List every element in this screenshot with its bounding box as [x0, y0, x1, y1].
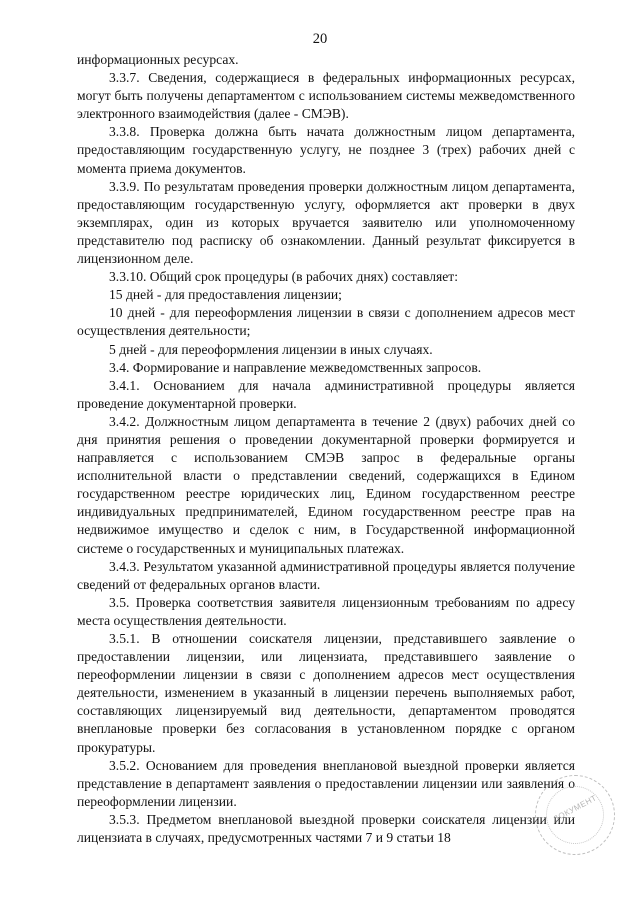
paragraph: 3.5. Проверка соответствия заявителя лицензионным требованиям по адресу места осуществления деятельности. — [77, 594, 575, 628]
paragraph: 3.4. Формирование и направление межведомственных запросов. — [109, 359, 482, 375]
paragraph: 3.5.3. Предметом внеплановой выездной проверки соискателя лицензии или лицензиата в случаях, предусмотренных частями 7 и 9 статьи 18 — [77, 811, 575, 846]
faded-stamp — [535, 775, 615, 855]
paragraph: информационных ресурсах. — [77, 52, 239, 67]
paragraph: 10 дней - для переоформления лицензии в связи с дополнением адресов мест осуществления деятельности; — [77, 305, 575, 339]
paragraph: 3.5.2. Основанием для проведения внеплановой выездной проверки является представление в департамент заявления о предоставлении лицензии или заявления о переоформлении лицензии. — [77, 757, 575, 809]
stamp-text: ДОКУМЕНТ — [551, 793, 599, 824]
paragraph: 3.3.8. Проверка должна быть начата должностным лицом департамента, предоставляющим государственную услугу, не позднее 3 (трех) рабочих дней с момента приема документов. — [77, 124, 575, 176]
paragraph: 3.3.7. Сведения, содержащиеся в федеральных информационных ресурсах, могут быть получены департаментом с использованием системы межведомственного электронного взаимодействия (далее - СМЭВ). — [77, 70, 575, 122]
paragraph: 3.4.2. Должностным лицом департамента в течение 2 (двух) рабочих дней со дня принятия решения о проведении документарной проверки формируется и направляется с использованием СМЭВ запрос в федеральные органы исполнительной власти о представлении сведений, содержащихся в Едином государственном реестре юридических лиц, Едином государственном реестре индивидуальных предпринимателей, Едином государственном реестре прав на недвижимое имущество и сделок с ним, в Государственной информационной системе о государственных и муниципальных платежах. — [77, 413, 575, 556]
paragraph: 15 дней - для предоставления лицензии; — [109, 287, 342, 303]
page-number: 20 — [312, 31, 328, 47]
document-body — [77, 51, 575, 847]
paragraph: 3.3.10. Общий срок процедуры (в рабочих днях) составляет: — [109, 269, 458, 285]
paragraph: 5 дней - для переоформления лицензии в иных случаях. — [109, 341, 433, 357]
paragraph: 3.4.1. Основанием для начала административной процедуры является проведение документарной проверки. — [77, 377, 575, 411]
paragraph: 3.5.1. В отношении соискателя лицензии, представившего заявление о предоставлении лицензии, или лицензиата, представившего заявление о переоформлении лицензии в связи с дополнением адресов мест осуществления деятельности, изменением в указанный в лицензии перечень выполняемых работ, составляющих лицензируемый вид деятельности, департаментом проводятся внеплановые проверки без согласования в установленном порядке с органом прокуратуры. — [77, 631, 575, 755]
paragraph: 3.3.9. По результатам проведения проверки должностным лицом департамента, предоставляющим государственную услугу, оформляется акт проверки в двух экземплярах, один из которых вручается заявителю или уполномоченному представителю под расписку об ознакомлении. Данный результат фиксируется в лицензионном деле. — [77, 178, 575, 267]
paragraph: 3.4.3. Результатом указанной административной процедуры является получение сведений от федеральных органов власти. — [77, 558, 575, 592]
